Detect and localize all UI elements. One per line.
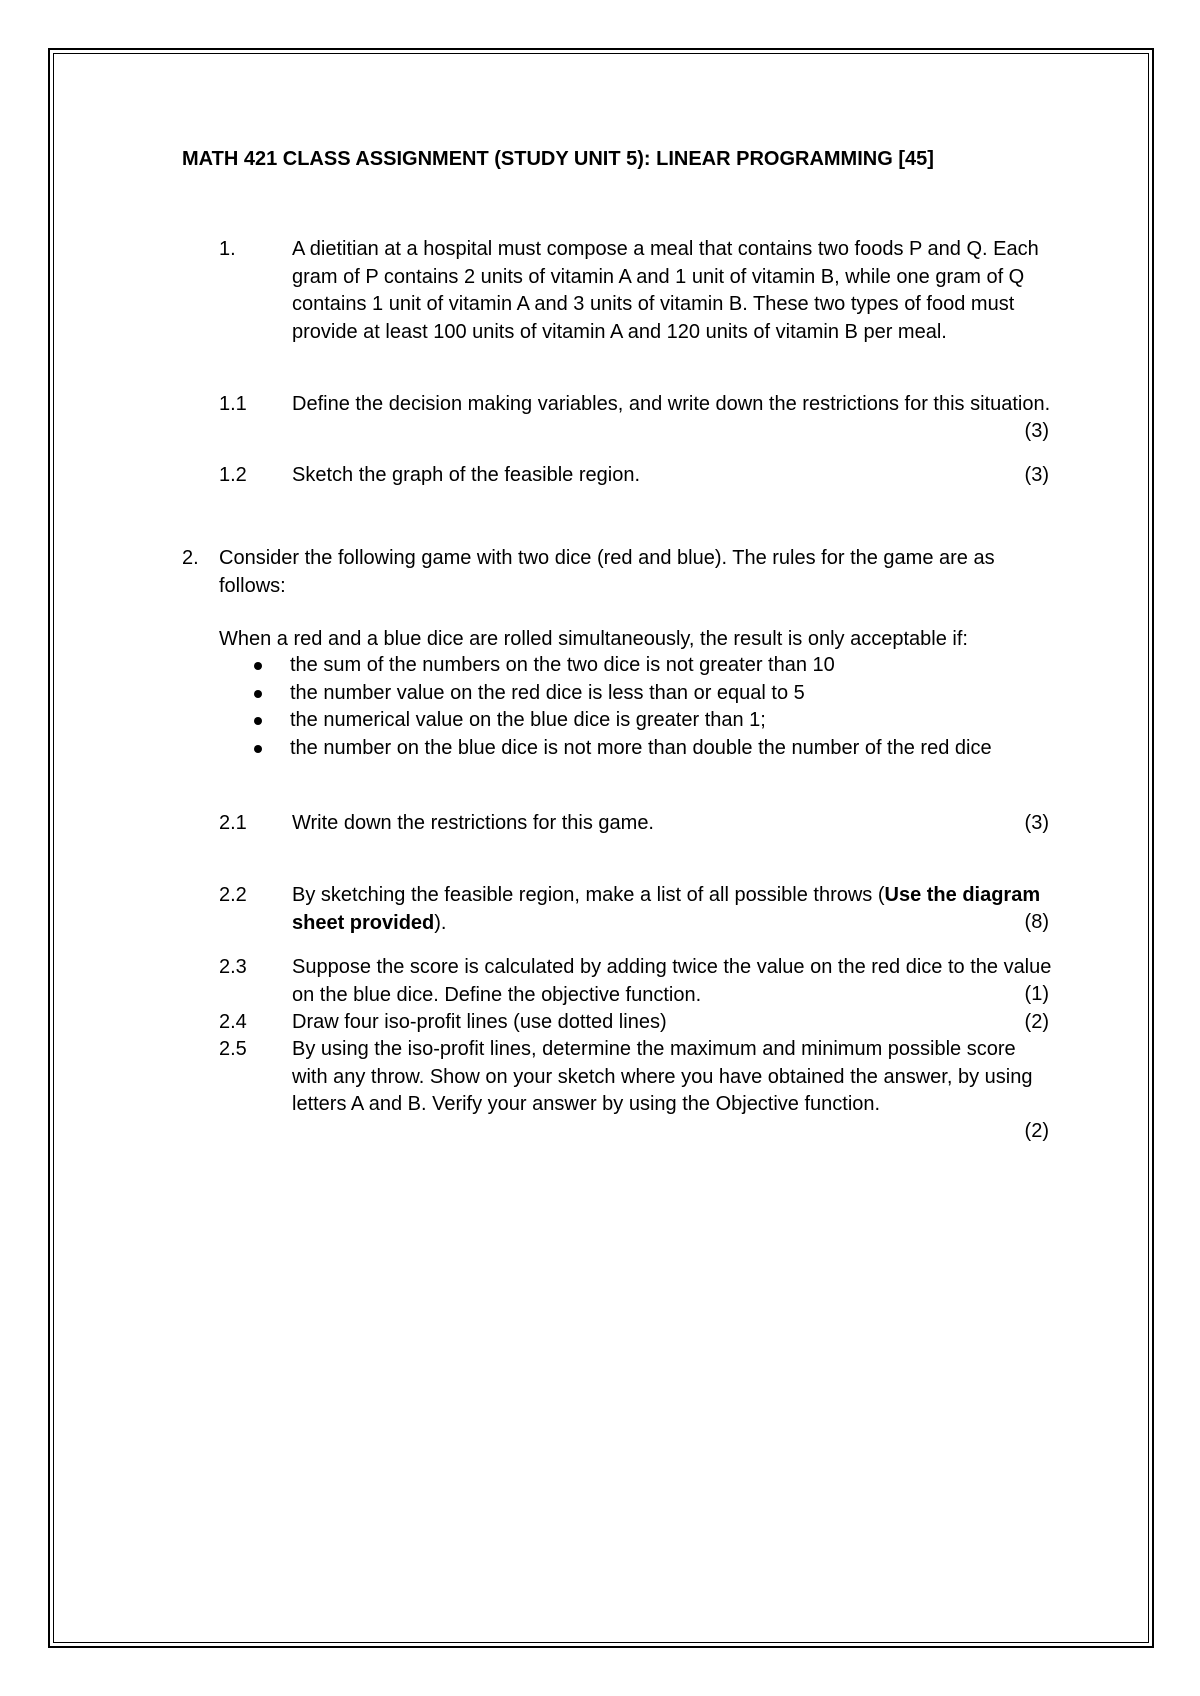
bullet-icon [254, 662, 262, 670]
question-2-2-number: 2.2 [219, 884, 247, 906]
question-2-intro: When a red and a blue dice are rolled simultaneously, the result is only acceptable if: [219, 628, 968, 650]
bullet-icon [254, 690, 262, 698]
rule-text: the number on the blue dice is not more than double the number of the red dice [290, 736, 992, 759]
question-2-1-marks: (3) [1024, 812, 1049, 834]
question-1-1-text: Define the decision making variables, and write down the restrictions for this situation. [292, 393, 1051, 415]
question-2-5-text: By using the iso-profit lines, determine the maximum and minimum possible score with any throw. Show on your sketch where you have obtained the answer, by using letters A and B. Verify your answer by using the Objective function. [292, 1038, 1033, 1115]
list-item [254, 735, 1050, 763]
question-1-text: A dietitian at a hospital must compose a meal that contains two foods P and Q. Each gram of P contains 2 units of vitamin A and 1 unit of vitamin B, while one gram of Q contains 1 unit of vitamin A and 3 units of vitamin B. These two types of food must provide at least 100 units of vitamin A and 120 units of vitamin B per meal. [292, 238, 1039, 343]
question-2-4-number: 2.4 [219, 1011, 247, 1033]
page-title: MATH 421 CLASS ASSIGNMENT (STUDY UNIT 5): LINEAR PROGRAMMING [45] [182, 148, 934, 170]
question-1-number: 1. [219, 238, 236, 260]
question-2-5-number: 2.5 [219, 1038, 247, 1060]
list-item [254, 707, 1054, 735]
question-2-5-marks: (2) [1024, 1120, 1049, 1142]
bullet-icon [254, 717, 262, 725]
question-2-1-number: 2.1 [219, 812, 247, 834]
bullet-icon [254, 745, 262, 753]
question-2-2-text-bold: Use the diagram sheet provided [292, 884, 1041, 934]
question-1-1-marks: (3) [1024, 420, 1049, 442]
list-item [254, 652, 1054, 680]
question-2-1-text: Write down the restrictions for this game. [292, 812, 654, 834]
question-2-4-text: Draw four iso-profit lines (use dotted lines) [292, 1011, 667, 1033]
question-2-3-text: Suppose the score is calculated by adding twice the value on the red dice to the value on the blue dice. Define the objective function. [292, 956, 1052, 1006]
rule-text: the sum of the numbers on the two dice is not greater than 10 [290, 654, 835, 676]
question-2-text: Consider the following game with two dice (red and blue). The rules for the game are as follows: [219, 547, 995, 597]
rule-text: the numerical value on the blue dice is greater than 1; [290, 709, 766, 731]
question-2-2-text-start: By sketching the feasible region, make a list of all possible throws ( [292, 884, 885, 906]
question-1-2-text: Sketch the graph of the feasible region. [292, 464, 641, 486]
list-item [254, 680, 1054, 708]
question-1-2-marks: (3) [1024, 464, 1049, 486]
question-2-2-text-end: ). [434, 911, 447, 934]
question-2-2-marks: (8) [1024, 911, 1049, 933]
question-1-1-number: 1.1 [219, 393, 247, 415]
rules-list [254, 652, 1054, 762]
question-2-2-text [292, 882, 1052, 937]
question-2-4-marks: (2) [1024, 1011, 1049, 1033]
question-2-number: 2. [182, 547, 199, 569]
question-2-3-marks: (1) [1024, 983, 1049, 1005]
question-1-2-number: 1.2 [219, 464, 247, 486]
question-2-3-number: 2.3 [219, 956, 247, 978]
rule-text: the number value on the red dice is less than or equal to 5 [290, 681, 805, 704]
